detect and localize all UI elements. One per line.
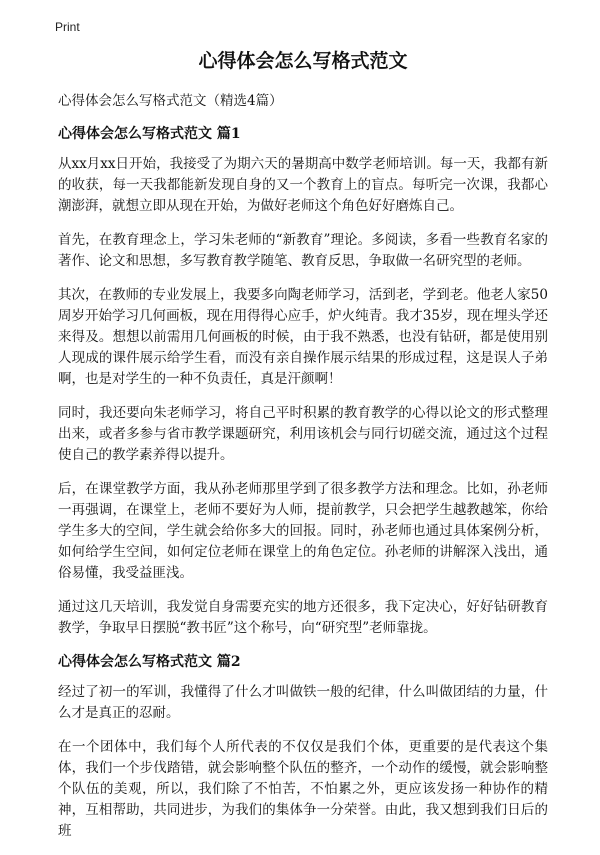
document-title: 心得体会怎么写格式范文: [198, 50, 408, 72]
paragraph: 从xx月xx日开始，我接受了为期六天的暑期高中数学老师培训。每一天，我都有新的收获，每一天我都能新发现自身的又一个教育上的盲点。每听完一次课，我都心潮澎湃，就想立即从现在开始，为做好老师这个角色好好磨炼自己。: [58, 156, 548, 214]
paragraph: 首先，在教育理念上，学习朱老师的“新教育”理论。多阅读，多看一些教育名家的著作、论文和思想，多写教育教学随笔、教育反思，争取做一名研究型的老师。: [58, 232, 548, 269]
paragraph: 在一个团体中，我们每个人所代表的不仅仅是我们个体，更重要的是代表这个集体，我们一个步伐踏错，就会影响整个队伍的整齐，一个动作的缓慢，就会影响整个队伍的美观，所以，我们除了不怕苦，不怕累之外，更应该发扬一种协作的精神，互相帮助，共同进步，为我们的集体争一分荣誉。由此，我又想到我们日后的班: [58, 739, 548, 839]
document-body: [58, 48, 548, 855]
print-link[interactable]: Print: [55, 20, 80, 34]
paragraph: 经过了初一的军训，我懂得了什么才叫做铁一般的纪律，什么叫做团结的力量，什么才是真正的忍耐。: [58, 684, 548, 721]
section-heading: 心得体会怎么写格式范文 篇2: [58, 654, 241, 670]
document-subtitle: 心得体会怎么写格式范文（精选4篇）: [58, 93, 283, 109]
section-2: [58, 652, 548, 842]
section-heading: 心得体会怎么写格式范文 篇1: [58, 126, 241, 142]
paragraph: 通过这几天培训，我发觉自身需要充实的地方还很多，我下定决心，好好钻研教育教学，争取早日摆脱“教书匠”这个称号，向“研究型”老师靠拢。: [58, 599, 548, 636]
paragraph: 同时，我还要向朱老师学习，将自己平时积累的教育教学的心得以论文的形式整理出来，或者多参与省市教学课题研究，利用该机会与同行切磋交流，通过这个过程使自己的教学素养得以提升。: [58, 405, 548, 463]
paragraph: 后，在课堂教学方面，我从孙老师那里学到了很多教学方法和理念。比如，孙老师一再强调，在课堂上，老师不要好为人师，提前教学，只会把学生越教越笨，你给学生多大的空间，学生就会给你多大的回报。同时，孙老师也通过具体案例分析，如何给学生空间，如何定位老师在课堂上的角色定位。孙老师的讲解深入浅出，通俗易懂，我受益匪浅。: [58, 481, 548, 581]
section-1: [58, 124, 548, 639]
paragraph: 其次，在教师的专业发展上，我要多向陶老师学习，活到老，学到老。他老人家50周岁开始学习几何画板，现在用得得心应手，炉火纯青。我才35岁，现在埋头学还来得及。想想以前需用几何画板的时候，由于我不熟悉，也没有钻研，都是使用别人现成的课件展示给学生看，而没有亲自操作展示结果的形成过程，这是误人子弟啊，也是对学生的一种不负责任，真是汗颜啊！: [58, 287, 548, 387]
